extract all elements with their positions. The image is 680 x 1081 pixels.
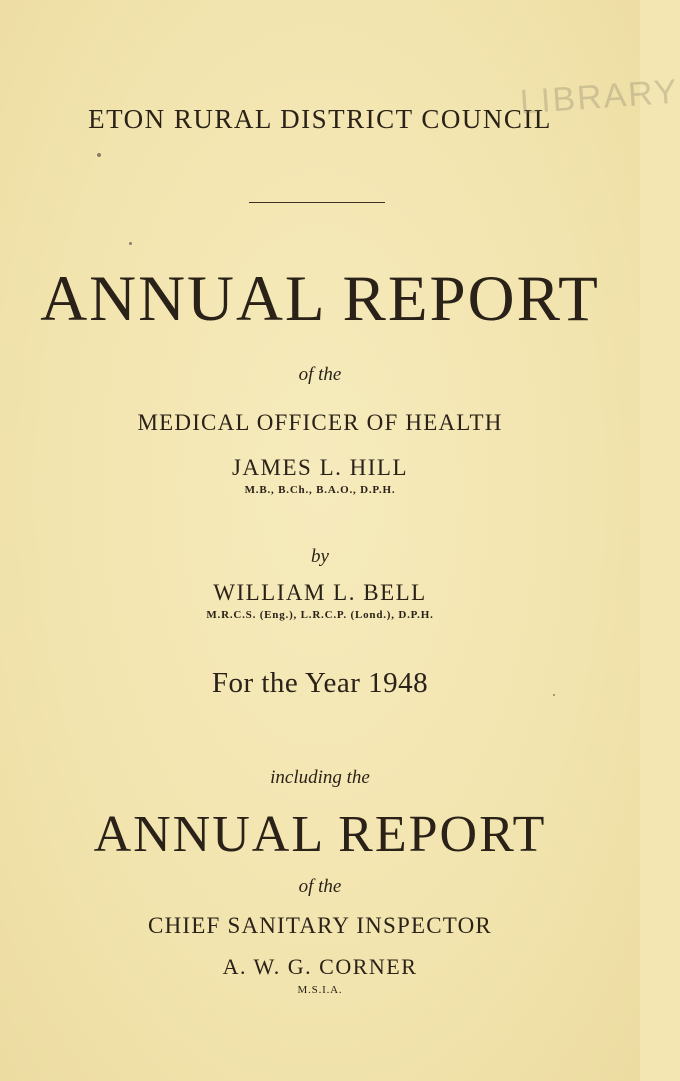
of-the-text: of the xyxy=(298,364,342,385)
officer-role: MEDICAL OFFICER OF HEALTH xyxy=(137,410,503,435)
of-the-text-2: of the xyxy=(298,876,342,897)
author-qualifications: M.R.C.S. (Eng.), L.R.C.P. (Lond.), D.P.H. xyxy=(206,609,434,621)
paper-speck xyxy=(129,242,132,245)
report-year: For the Year 1948 xyxy=(211,667,429,699)
inspector-qualifications: M.S.I.A. xyxy=(297,984,343,996)
by-text: by xyxy=(311,546,329,567)
secondary-title: ANNUAL REPORT xyxy=(93,806,547,863)
officer-name: JAMES L. HILL xyxy=(231,455,409,480)
paper-speck xyxy=(97,153,101,157)
paper-speck xyxy=(553,694,555,696)
inspector-name: A. W. G. CORNER xyxy=(222,954,418,979)
including-text: including the xyxy=(270,767,370,788)
library-stamp: LIBRARY xyxy=(518,72,680,122)
author-name: WILLIAM L. BELL xyxy=(213,580,427,605)
page-title: ANNUAL REPORT xyxy=(40,263,600,335)
divider-rule xyxy=(249,202,385,203)
inspector-role: CHIEF SANITARY INSPECTOR xyxy=(148,913,492,938)
officer-qualifications: M.B., B.Ch., B.A.O., D.P.H. xyxy=(244,484,396,496)
council-heading: ETON RURAL DISTRICT COUNCIL xyxy=(88,104,552,134)
